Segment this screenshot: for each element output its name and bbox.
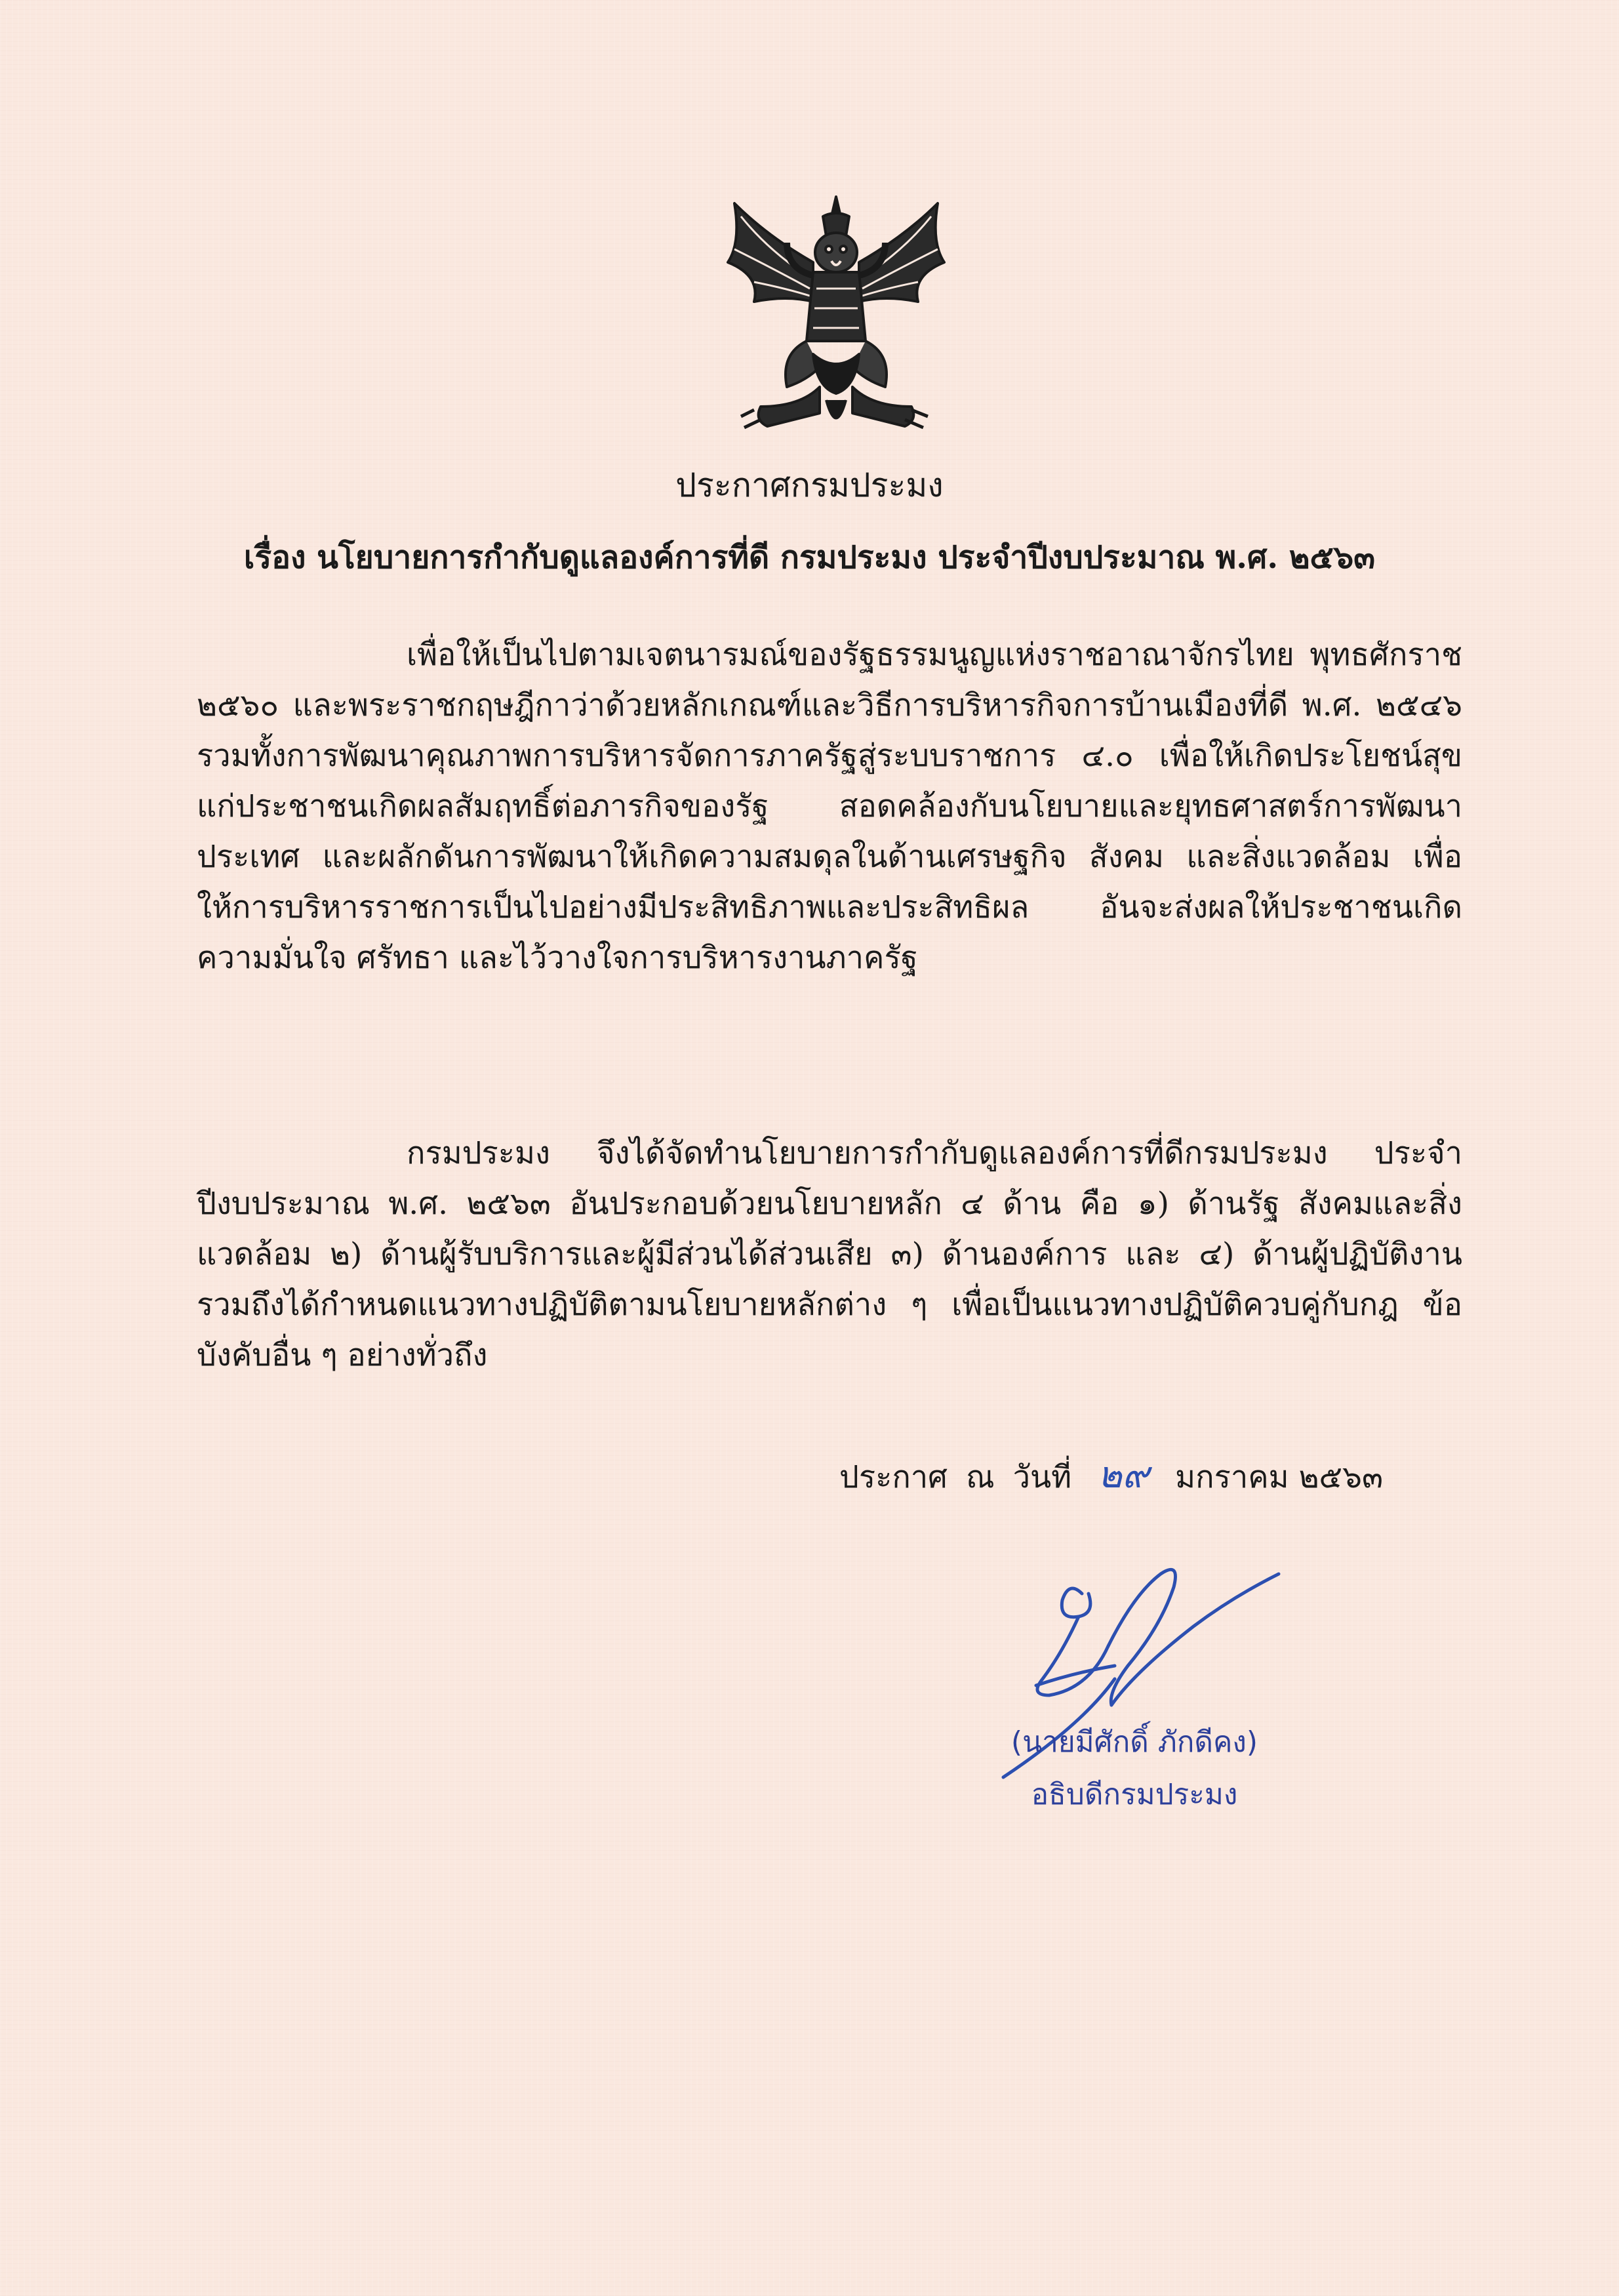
signer-position: อธิบดีกรมประมง xyxy=(1031,1778,1238,1811)
page-title: ประกาศกรมประมง xyxy=(675,466,944,504)
announcement-prefix: ประกาศ xyxy=(839,1459,948,1495)
document-subject: เรื่อง นโยบายการกำกับดูแลองค์การที่ดี กรมประมง ประจำปีงบประมาณ พ.ศ. ๒๕๖๓ xyxy=(243,539,1376,576)
date-month-year: มกราคม ๒๕๖๓ xyxy=(1175,1459,1384,1495)
announcement-date-line xyxy=(839,1449,1383,1504)
signer-name: (นายมีศักดิ์ ภักดีคง) xyxy=(1010,1725,1258,1759)
garuda-emblem-icon xyxy=(715,190,957,439)
date-day-handwritten: ๒๙ xyxy=(1098,1454,1149,1497)
announcement-at: ณ xyxy=(966,1459,995,1495)
body-paragraph-2: กรมประมง จึงได้จัดทำนโยบายการกำกับดูแลองค์การที่ดีกรมประมง ประจำปีงบประมาณ พ.ศ. ๒๕๖๓ อันประกอบด้วยนโยบายหลัก ๔ ด้าน คือ ๑) ด้านรัฐ สังคมและสิ่งแวดล้อม ๒) ด้านผู้รับบริการและผู้มีส่วนได้ส่วนเสีย ๓) ด้านองค์การ และ ๔) ด้านผู้ปฏิบัติงาน รวมถึงได้กำหนดแนวทางปฏิบัติตามนโยบายหลักต่าง ๆ เพื่อเป็นแนวทางปฏิบัติควบคู่กับกฎ ข้อบังคับอื่น ๆ อย่างทั่วถึง xyxy=(197,1135,1462,1373)
body-paragraph-1: เพื่อให้เป็นไปตามเจตนารมณ์ของรัฐธรรมนูญแห่งราชอาณาจักรไทย พุทธศักราช ๒๕๖๐ และพระราชกฤษฎีกาว่าด้วยหลักเกณฑ์และวิธีการบริหารกิจการบ้านเมืองที่ดี พ.ศ. ๒๕๔๖ รวมทั้งการพัฒนาคุณภาพการบริหารจัดการภาครัฐสู่ระบบราชการ ๔.๐ เพื่อให้เกิดประโยชน์สุขแก่ประชาชนเกิดผลสัมฤทธิ์ต่อภารกิจของรัฐ สอดคล้องกับนโยบายและยุทธศาสตร์การพัฒนาประเทศ และผลักดันการพัฒนาให้เกิดความสมดุลในด้านเศรษฐกิจ สังคม และสิ่งแวดล้อม เพื่อให้การบริหารราชการเป็นไปอย่างมีประสิทธิภาพและประสิทธิผล อันจะส่งผลให้ประชาชนเกิดความมั่นใจ ศรัทธา และไว้วางใจการบริหารงานภาครัฐ xyxy=(197,637,1462,976)
date-label: วันที่ xyxy=(1012,1459,1072,1495)
